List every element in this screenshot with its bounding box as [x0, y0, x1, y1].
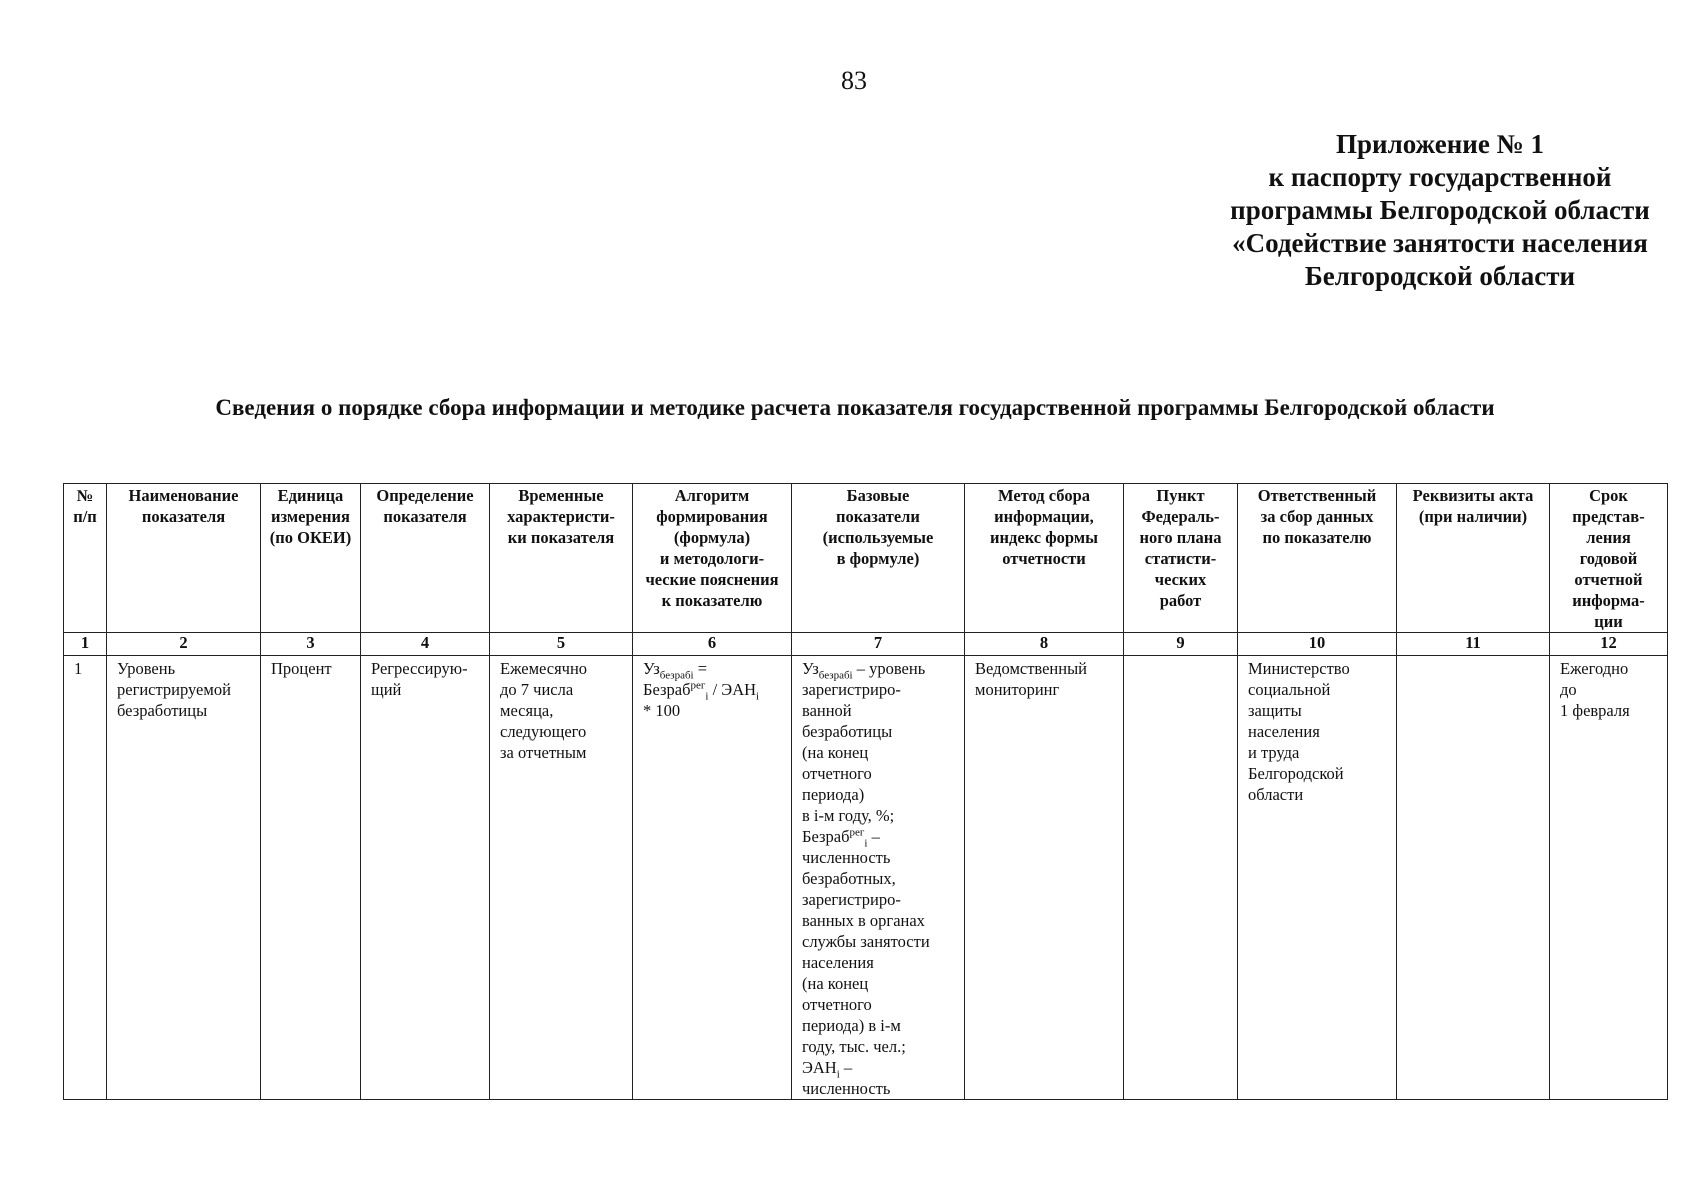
header-cell	[107, 484, 261, 633]
indicator-table	[63, 483, 1668, 1100]
header-line: отчетности	[1002, 549, 1086, 568]
header-line: Определение	[376, 486, 474, 505]
header-line: Пункт	[1156, 486, 1205, 505]
text-line: Министерство	[1248, 659, 1350, 678]
text-line: службы занятости	[802, 932, 930, 951]
text-line: году, тыс. чел.;	[802, 1037, 906, 1056]
header-line: индекс формы	[990, 528, 1098, 547]
text-line: (на конец	[802, 743, 869, 762]
formula-line: Безраб$^{рег}_i$ / $ЭАН_i$	[643, 679, 760, 703]
header-cell	[633, 484, 792, 633]
column-number: 2	[107, 633, 261, 656]
header-line: (при наличии)	[1418, 507, 1528, 526]
cell-deadline	[1550, 656, 1668, 1100]
cell-federal-plan-item	[1124, 656, 1238, 1100]
header-line: Срок	[1589, 486, 1628, 505]
text-line: численность	[802, 1079, 891, 1098]
table-header-row	[64, 484, 1668, 633]
header-line: измерения	[271, 507, 350, 526]
text-line: щий	[371, 680, 402, 699]
header-cell	[490, 484, 633, 633]
text-line: до 7 числа	[500, 680, 574, 699]
column-number: 12	[1550, 633, 1668, 656]
text-line: месяца,	[500, 701, 554, 720]
header-line: (по ОКЕИ)	[269, 528, 352, 547]
base-indicator-text	[802, 1078, 960, 1099]
text-line: регистрируемой	[117, 680, 231, 699]
text-line: (на конец	[802, 974, 869, 993]
header-line: Наименование	[128, 486, 239, 505]
text-line: и труда	[1248, 743, 1300, 762]
header-line: ции	[1594, 612, 1623, 631]
appendix-line: Белгородской области	[1304, 261, 1576, 291]
text-line: ванной	[802, 701, 852, 720]
base-indicator-text	[802, 679, 960, 826]
column-number: 1	[64, 633, 107, 656]
column-number: 8	[965, 633, 1124, 656]
header-line: п/п	[73, 507, 97, 526]
cell-indicator-name	[107, 656, 261, 1100]
document-heading: Сведения о порядке сбора информации и методике расчета показателя государственной программы Белгородской области	[215, 395, 1495, 420]
page-number: 83	[841, 66, 867, 95]
header-cell	[792, 484, 965, 633]
column-number: 11	[1397, 633, 1550, 656]
cell-time-characteristics	[490, 656, 633, 1100]
text-line: зарегистриро-	[802, 680, 901, 699]
header-line: формирования	[656, 507, 768, 526]
header-cell	[1397, 484, 1550, 633]
column-number: 6	[633, 633, 792, 656]
text-line: мониторинг	[975, 680, 1060, 699]
header-cell	[64, 484, 107, 633]
text-line: Ежегодно	[1560, 659, 1629, 678]
appendix-line: «Содействие занятости населения	[1232, 228, 1648, 258]
formula-line: * 100	[643, 701, 681, 720]
header-line: информа-	[1572, 591, 1645, 610]
column-number: 9	[1124, 633, 1238, 656]
text-line: 1 февраля	[1560, 701, 1630, 720]
text-line: безработицы	[117, 701, 208, 720]
header-line: Алгоритм	[674, 486, 750, 505]
column-number-row	[64, 633, 1668, 656]
header-line: представ-	[1572, 507, 1645, 526]
header-line: показателя	[383, 507, 467, 526]
header-line: по показателю	[1262, 528, 1372, 547]
text-line: до	[1560, 680, 1577, 699]
header-line: Федераль-	[1141, 507, 1220, 526]
header-line: №	[76, 486, 94, 505]
text-line: 1	[74, 659, 83, 678]
formula-line: $Уз_{безрабi}$ =	[643, 659, 708, 682]
cell-responsible	[1238, 656, 1397, 1100]
base-indicator-text	[802, 847, 960, 1057]
appendix-line: программы Белгородской области	[1230, 195, 1650, 225]
header-cell	[1550, 484, 1668, 633]
cell-unit	[261, 656, 361, 1100]
appendix-line: к паспорту государственной	[1268, 162, 1612, 192]
header-cell	[361, 484, 490, 633]
text-line: Регрессирую-	[371, 659, 468, 678]
header-line: показатели	[836, 507, 920, 526]
header-line: статисти-	[1144, 549, 1217, 568]
header-line: Базовые	[846, 486, 910, 505]
header-line: (используемые	[822, 528, 934, 547]
header-line: в формуле)	[836, 549, 920, 568]
text-line: Ежемесячно	[500, 659, 588, 678]
column-number: 5	[490, 633, 633, 656]
text-line: Уровень	[117, 659, 176, 678]
cell-row-number	[64, 656, 107, 1100]
text-line: населения	[1248, 722, 1320, 741]
header-cell	[965, 484, 1124, 633]
text-line: за отчетным	[500, 743, 587, 762]
cell-formula	[633, 656, 792, 1100]
text-line: безработицы	[802, 722, 893, 741]
text-line: социальной	[1248, 680, 1331, 699]
appendix-line: Приложение № 1	[1336, 129, 1544, 159]
column-number: 7	[792, 633, 965, 656]
header-line: Единица	[277, 486, 344, 505]
text-line: Ведомственный	[975, 659, 1088, 678]
base-indicator-line: $Уз_{безрабi}$ – уровень	[802, 659, 926, 682]
text-line: зарегистриро-	[802, 890, 901, 909]
cell-definition	[361, 656, 490, 1100]
column-number: 3	[261, 633, 361, 656]
header-line: ческих	[1154, 570, 1207, 589]
header-cell	[1124, 484, 1238, 633]
header-line: Временные	[518, 486, 604, 505]
text-line: периода) в i-м	[802, 1016, 901, 1035]
text-line: периода)	[802, 785, 865, 804]
header-line: годовой	[1579, 549, 1638, 568]
text-line: численность	[802, 848, 891, 867]
header-line: ческие пояснения	[645, 570, 779, 589]
text-line: ванных в органах	[802, 911, 925, 930]
text-line: области	[1248, 785, 1304, 804]
header-line: работ	[1159, 591, 1202, 610]
column-number: 4	[361, 633, 490, 656]
table-row	[64, 656, 1668, 1100]
text-line: отчетного	[802, 764, 872, 783]
header-line: к показателю	[661, 591, 763, 610]
appendix-block	[1120, 128, 1708, 293]
text-line: отчетного	[802, 995, 872, 1014]
header-line: и методологи-	[659, 549, 765, 568]
cell-collection-method	[965, 656, 1124, 1100]
text-line: населения	[802, 953, 874, 972]
header-line: отчетной	[1574, 570, 1643, 589]
column-number: 10	[1238, 633, 1397, 656]
header-line: за сбор данных	[1260, 507, 1374, 526]
header-line: ного плана	[1139, 528, 1222, 547]
base-indicator-line: $ЭАН_i$ –	[802, 1058, 853, 1081]
text-line: безработных,	[802, 869, 896, 888]
cell-act-details	[1397, 656, 1550, 1100]
text-line: Белгородской	[1248, 764, 1344, 783]
header-line: Метод сбора	[997, 486, 1091, 505]
header-line: ления	[1586, 528, 1631, 547]
header-line: (формула)	[673, 528, 751, 547]
base-indicator-line: Безраб$^{рег}_i$ –	[802, 826, 880, 850]
header-line: показателя	[141, 507, 226, 526]
text-line: следующего	[500, 722, 587, 741]
header-line: ки показателя	[507, 528, 615, 547]
text-line: защиты	[1248, 701, 1302, 720]
header-line: характеристи-	[507, 507, 615, 526]
header-line: Ответственный	[1257, 486, 1377, 505]
cell-base-indicators	[792, 656, 965, 1100]
text-line: в i-м году, %;	[802, 806, 895, 825]
header-cell	[1238, 484, 1397, 633]
header-line: информации,	[994, 507, 1094, 526]
header-line: Реквизиты акта	[1412, 486, 1534, 505]
header-cell	[261, 484, 361, 633]
text-line: Процент	[271, 659, 332, 678]
